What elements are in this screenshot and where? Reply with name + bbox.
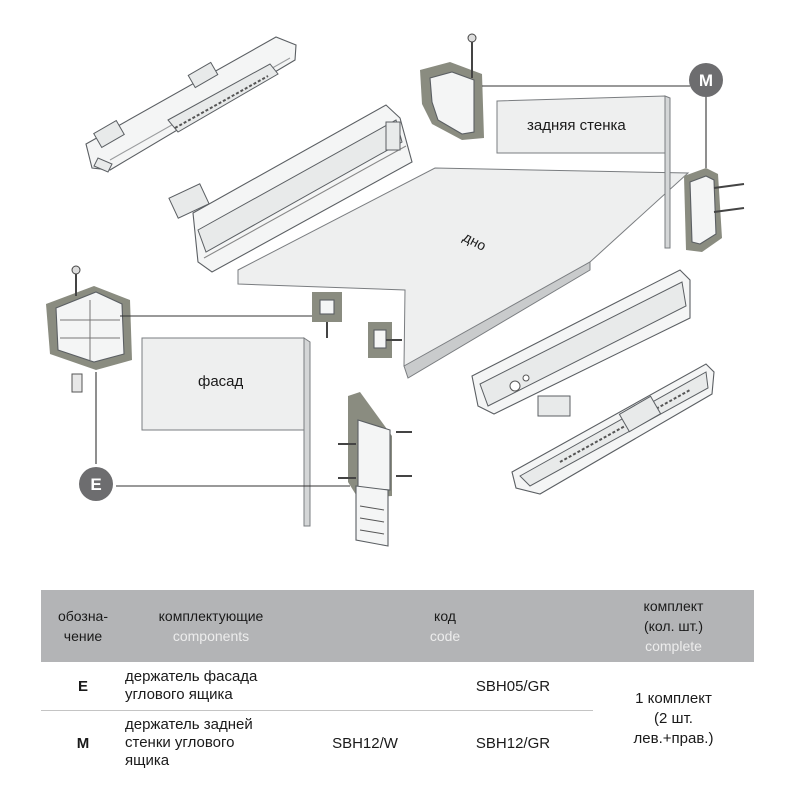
components-table — [41, 590, 754, 775]
row-code-2: SBH05/GR — [475, 677, 551, 695]
front-corner-assembly — [46, 266, 132, 392]
bottom-label: дно — [460, 228, 490, 254]
svg-text:E: E — [90, 475, 102, 494]
small-holder-right — [368, 322, 402, 358]
table-row — [41, 662, 754, 711]
header-mark: обозна- чение — [41, 590, 125, 662]
row-mark: E — [77, 677, 88, 695]
top-rail-runner — [86, 37, 296, 172]
row-name: держатель задней стенки углового ящика — [125, 711, 297, 776]
header-complete: комплект (кол. шт.) complete — [593, 590, 754, 662]
row-mark: M — [41, 711, 125, 776]
back-wall-holder-right — [684, 168, 744, 252]
row-code-1: SBH12/W — [297, 711, 433, 776]
back-wall-holder-top — [420, 34, 484, 140]
row-code-1 — [297, 662, 433, 711]
header-code: код code — [297, 590, 593, 662]
facade-panel — [142, 338, 310, 526]
row-name: держатель фасада углового ящика — [125, 668, 258, 703]
svg-text:M: M — [698, 71, 714, 90]
back-wall-label: задняя стенка — [527, 117, 626, 134]
header-components: комплектующие components — [125, 590, 297, 662]
small-holder-center — [120, 292, 342, 338]
table-header-row — [41, 590, 754, 662]
facade-holder-bracket — [338, 392, 412, 546]
row-code-2: SBH12/GR — [433, 711, 593, 776]
facade-label: фасад — [198, 373, 244, 390]
set-quantity: 1 комплект (2 шт. лев.+прав.) — [633, 689, 714, 747]
